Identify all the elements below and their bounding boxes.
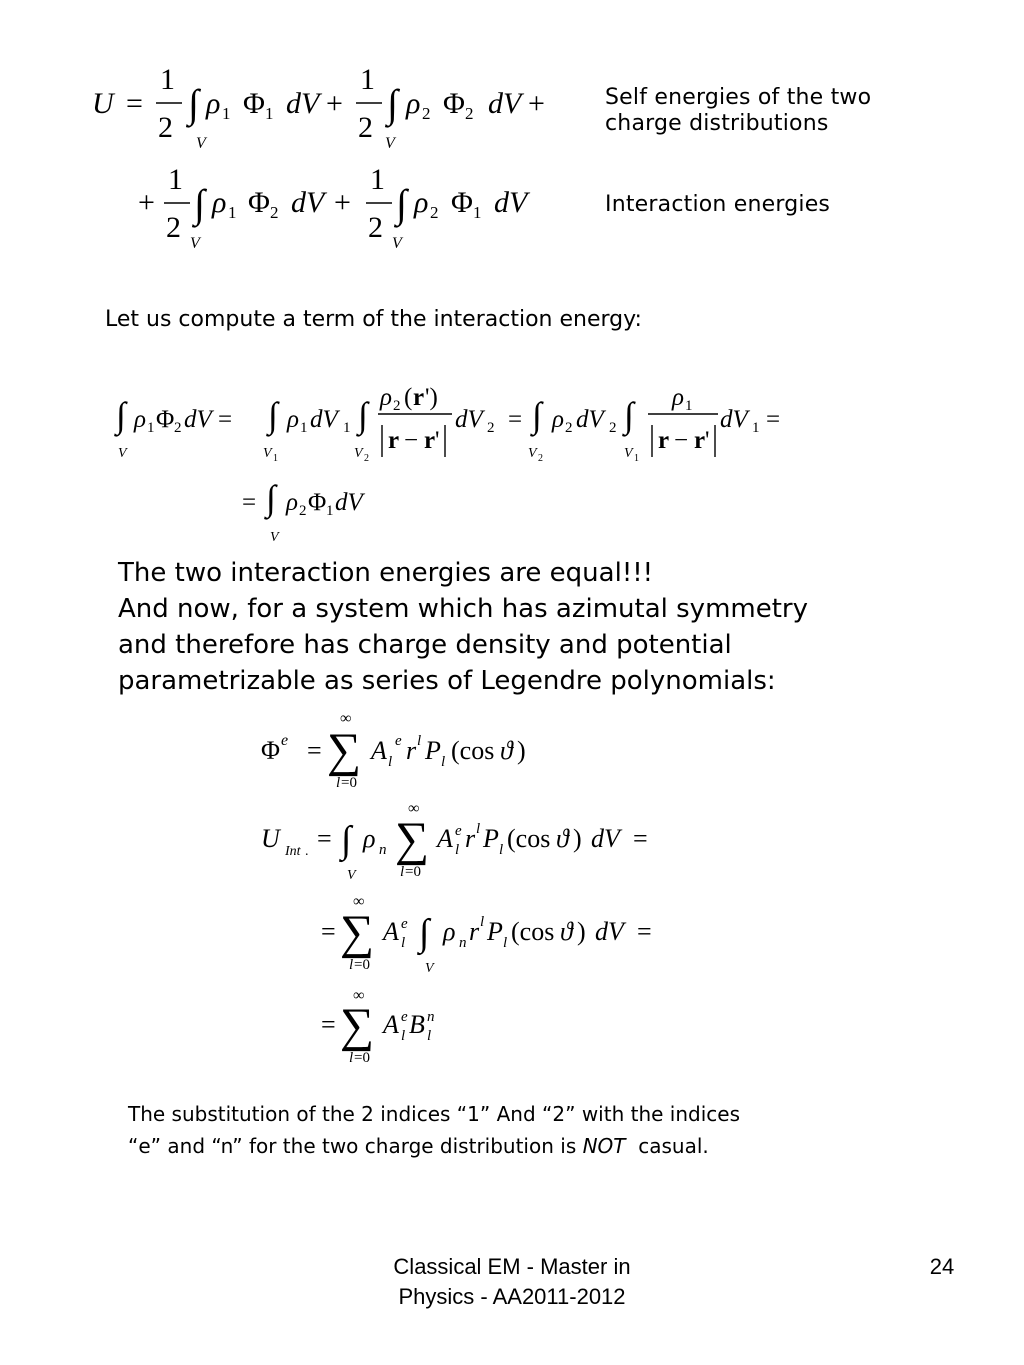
- svg-text:n: n: [459, 935, 467, 951]
- svg-text:Φ: Φ: [156, 406, 175, 433]
- svg-text:+: +: [528, 87, 545, 120]
- svg-text:V: V: [385, 135, 395, 152]
- svg-text:=: =: [321, 917, 336, 946]
- svg-text:1: 1: [265, 104, 274, 123]
- interaction-equation: [112, 375, 802, 555]
- svg-text:V: V: [347, 868, 356, 883]
- svg-text:1: 1: [222, 104, 231, 123]
- svg-text:dV: dV: [595, 917, 624, 946]
- svg-text:Φ: Φ: [308, 489, 327, 516]
- svg-text:dV: dV: [291, 186, 325, 219]
- svg-text:1: 1: [160, 63, 175, 96]
- intro-text: Let us compute a term of the interaction energy:: [105, 307, 642, 332]
- svg-text:Φ: Φ: [451, 186, 473, 219]
- svg-text:=: =: [633, 824, 648, 853]
- svg-text:ρ: ρ: [363, 824, 376, 853]
- svg-text:=0: =0: [405, 864, 421, 880]
- note-emphasis: NOT: [582, 1134, 626, 1158]
- svg-text:=0: =0: [341, 775, 357, 791]
- svg-text:∞: ∞: [353, 893, 365, 910]
- svg-text:l: l: [349, 957, 354, 973]
- svg-text:Φ: Φ: [243, 87, 265, 120]
- svg-text:l: l: [480, 914, 485, 930]
- svg-text:=: =: [218, 406, 233, 433]
- svg-text:l: l: [336, 775, 341, 791]
- svg-text:2: 2: [358, 111, 373, 144]
- svg-text:e: e: [401, 1009, 408, 1025]
- svg-text:=: =: [637, 917, 652, 946]
- svg-text:2: 2: [487, 420, 495, 436]
- svg-text:r: r: [388, 427, 400, 454]
- svg-text:dV: dV: [494, 186, 528, 219]
- symmetry-paragraph: [118, 555, 808, 699]
- svg-text:∞: ∞: [340, 710, 352, 727]
- svg-text:dV: dV: [310, 406, 338, 433]
- svg-text:l: l: [400, 864, 405, 880]
- svg-text:=: =: [321, 1010, 336, 1039]
- svg-text:∫: ∫: [387, 81, 398, 126]
- svg-text:': ': [705, 427, 710, 454]
- svg-text:(cos: (cos: [507, 824, 551, 853]
- svg-text:A: A: [383, 917, 399, 946]
- svg-text:): ): [577, 917, 586, 946]
- svg-text:r: r: [658, 427, 670, 454]
- svg-text:∑: ∑: [340, 999, 375, 1052]
- svg-text:V: V: [425, 961, 434, 976]
- footer-course-line: Physics - AA2011-2012: [398, 1284, 626, 1309]
- svg-text:): ): [573, 824, 582, 853]
- svg-text:ρ: ρ: [287, 406, 299, 433]
- svg-text:∫: ∫: [188, 81, 199, 126]
- svg-text:r: r: [469, 917, 480, 946]
- svg-text:dV: dV: [591, 824, 620, 853]
- svg-text:2: 2: [270, 203, 279, 222]
- svg-text:l: l: [499, 842, 504, 858]
- svg-text:=: =: [317, 824, 332, 853]
- svg-text:2: 2: [609, 420, 617, 436]
- svg-text:∫: ∫: [358, 395, 368, 435]
- svg-text:=: =: [126, 87, 143, 120]
- svg-text:2: 2: [299, 503, 307, 519]
- svg-text:=: =: [307, 736, 322, 765]
- svg-text:1: 1: [273, 453, 278, 464]
- svg-text:−: −: [674, 427, 689, 454]
- svg-text:2: 2: [565, 420, 573, 436]
- svg-text:l: l: [401, 935, 406, 951]
- svg-text:∑: ∑: [340, 906, 375, 959]
- svg-text:U: U: [261, 824, 280, 853]
- svg-text:1: 1: [343, 420, 351, 436]
- svg-text:V: V: [190, 235, 200, 252]
- svg-text:V: V: [624, 446, 633, 461]
- svg-text:ϑ: ϑ: [560, 917, 573, 946]
- svg-text:l: l: [503, 935, 508, 951]
- note-line: [128, 1130, 740, 1162]
- svg-text:+: +: [326, 87, 343, 120]
- svg-text:ρ: ρ: [380, 384, 392, 411]
- svg-text:V: V: [270, 530, 279, 545]
- svg-text:A: A: [371, 736, 387, 765]
- svg-text:Φ: Φ: [443, 87, 465, 120]
- svg-text:U: U: [92, 87, 114, 120]
- svg-text:ϑ: ϑ: [556, 824, 569, 853]
- svg-text:r: r: [413, 384, 425, 411]
- svg-text:=: =: [508, 406, 523, 433]
- svg-text:+: +: [334, 186, 351, 219]
- svg-text:2: 2: [393, 398, 401, 414]
- svg-text:e: e: [401, 916, 408, 932]
- footer-course: [332, 1252, 692, 1312]
- svg-text:l: l: [476, 821, 481, 837]
- svg-text:2: 2: [465, 104, 474, 123]
- svg-text:2: 2: [174, 420, 182, 436]
- svg-text:ρ: ρ: [212, 186, 227, 219]
- svg-text:1: 1: [360, 63, 375, 96]
- svg-text:n: n: [379, 842, 387, 858]
- svg-text:+: +: [138, 186, 155, 219]
- legendre-equations: [255, 705, 695, 1075]
- svg-text:∫: ∫: [194, 181, 205, 226]
- svg-text:V: V: [354, 446, 363, 461]
- svg-text:.: .: [305, 844, 309, 859]
- svg-text:ρ: ρ: [206, 87, 221, 120]
- svg-text:2: 2: [364, 453, 369, 464]
- svg-text:=0: =0: [354, 957, 370, 973]
- svg-text:ρ: ρ: [286, 489, 298, 516]
- svg-text:1: 1: [326, 503, 334, 519]
- svg-text:∫: ∫: [268, 395, 278, 435]
- svg-text:V: V: [118, 446, 127, 461]
- svg-text:∫: ∫: [419, 912, 430, 954]
- svg-text:n: n: [427, 1009, 435, 1025]
- svg-text:': ': [435, 427, 440, 454]
- svg-text:r: r: [694, 427, 706, 454]
- svg-text:1: 1: [685, 398, 693, 414]
- svg-text:∞: ∞: [408, 800, 420, 817]
- svg-text:2: 2: [538, 453, 543, 464]
- svg-text:2: 2: [422, 104, 431, 123]
- paragraph-line: The two interaction energies are equal!!!: [118, 558, 654, 588]
- svg-text:−: −: [404, 427, 419, 454]
- svg-text:ρ: ρ: [672, 384, 684, 411]
- svg-text:A: A: [383, 1010, 399, 1039]
- paragraph-line: and therefore has charge density and potential: [118, 630, 732, 660]
- svg-text:1: 1: [168, 163, 183, 196]
- svg-text:∑: ∑: [327, 724, 362, 777]
- svg-text:ρ: ρ: [552, 406, 564, 433]
- svg-text:∫: ∫: [116, 395, 126, 435]
- interaction-energies-annotation: Interaction energies: [605, 192, 831, 217]
- svg-text:l: l: [401, 1028, 406, 1044]
- svg-text:∫: ∫: [396, 181, 407, 226]
- svg-text:V: V: [196, 135, 206, 152]
- svg-text:'): '): [425, 384, 438, 411]
- svg-text:(: (: [404, 384, 413, 411]
- svg-text:1: 1: [752, 420, 760, 436]
- svg-text:l: l: [417, 733, 422, 749]
- indices-note: [128, 1098, 740, 1162]
- svg-text:P: P: [483, 824, 499, 853]
- svg-text:ρ: ρ: [414, 186, 429, 219]
- svg-text:2: 2: [368, 211, 383, 244]
- svg-text:1: 1: [147, 420, 155, 436]
- svg-text:∑: ∑: [395, 813, 430, 866]
- svg-text:∫: ∫: [532, 395, 542, 435]
- svg-text:V: V: [263, 446, 272, 461]
- svg-text:Φ: Φ: [261, 736, 281, 765]
- svg-text:Int: Int: [285, 844, 301, 859]
- svg-text:r: r: [424, 427, 436, 454]
- svg-text:dV: dV: [488, 87, 522, 120]
- svg-text:dV: dV: [335, 489, 363, 516]
- svg-text:1: 1: [228, 203, 237, 222]
- svg-text:A: A: [437, 824, 453, 853]
- note-line: The substitution of the 2 indices “1” And “2” with the indices: [128, 1102, 741, 1126]
- svg-text:(cos: (cos: [451, 736, 495, 765]
- svg-text:e: e: [395, 733, 402, 749]
- svg-text:1: 1: [634, 453, 639, 464]
- svg-text:∫: ∫: [341, 819, 352, 861]
- svg-text:dV: dV: [184, 406, 212, 433]
- energy-equation: [88, 55, 568, 260]
- svg-text:e: e: [455, 823, 462, 839]
- svg-text:=: =: [766, 406, 781, 433]
- svg-text:=: =: [242, 489, 257, 516]
- svg-text:Φ: Φ: [248, 186, 270, 219]
- svg-text:∞: ∞: [353, 987, 365, 1004]
- svg-text:=0: =0: [354, 1050, 370, 1066]
- svg-text:r: r: [406, 736, 417, 765]
- svg-text:ρ: ρ: [134, 406, 146, 433]
- svg-text:l: l: [441, 754, 446, 770]
- svg-text:V: V: [392, 235, 402, 252]
- svg-text:l: l: [455, 842, 460, 858]
- svg-text:ϑ: ϑ: [500, 736, 513, 765]
- svg-text:dV: dV: [576, 406, 604, 433]
- note-text: casual.: [625, 1134, 709, 1158]
- paragraph-line: And now, for a system which has azimutal symmetry: [118, 594, 808, 624]
- footer-course-line: Classical EM - Master in: [393, 1254, 631, 1279]
- svg-text:1: 1: [370, 163, 385, 196]
- svg-text:∫: ∫: [624, 395, 634, 435]
- paragraph-line: parametrizable as series of Legendre polynomials:: [118, 666, 776, 696]
- svg-text:V: V: [528, 446, 537, 461]
- svg-text:B: B: [409, 1010, 425, 1039]
- svg-text:l: l: [349, 1050, 354, 1066]
- svg-text:ρ: ρ: [443, 917, 456, 946]
- self-energies-annotation: Self energies of the two charge distributions: [605, 85, 872, 136]
- svg-text:2: 2: [430, 203, 439, 222]
- svg-text:1: 1: [300, 420, 308, 436]
- page-number: 24: [929, 1254, 955, 1279]
- svg-text:dV: dV: [286, 87, 320, 120]
- svg-text:2: 2: [166, 211, 181, 244]
- svg-text:dV: dV: [455, 406, 483, 433]
- svg-text:ρ: ρ: [406, 87, 421, 120]
- svg-text:l: l: [427, 1028, 432, 1044]
- svg-text:dV: dV: [720, 406, 748, 433]
- svg-text:2: 2: [158, 111, 173, 144]
- svg-text:r: r: [465, 824, 476, 853]
- svg-text:∫: ∫: [266, 478, 276, 518]
- svg-text:(cos: (cos: [511, 917, 555, 946]
- svg-text:1: 1: [473, 203, 482, 222]
- svg-text:P: P: [487, 917, 503, 946]
- svg-text:P: P: [425, 736, 441, 765]
- note-text: “e” and “n” for the two charge distribution is: [128, 1134, 583, 1158]
- svg-text:l: l: [388, 754, 393, 770]
- svg-text:e: e: [281, 732, 289, 749]
- svg-text:): ): [517, 736, 526, 765]
